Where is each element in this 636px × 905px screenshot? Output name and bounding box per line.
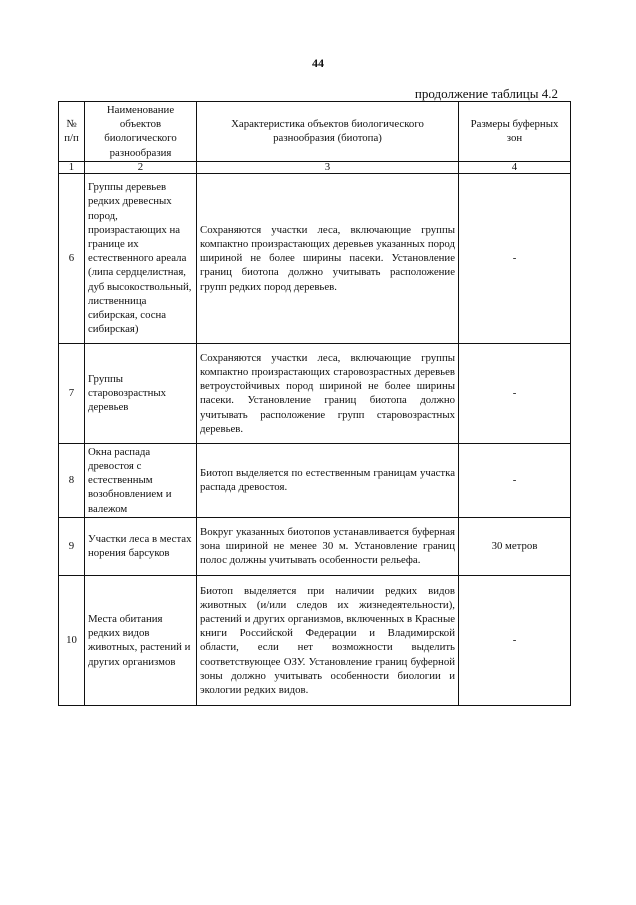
header-characteristic: Характеристика объектов биологического разнообразия (биотопа) [197,102,459,162]
buffer-size: - [459,443,571,517]
table-row [59,343,571,443]
object-name: Группы деревьев редких древесных пород, произрастающих на границе их естественного ареала (липа сердцелистная, дуб высокоствольный, лиственница сибирская, сосна сибирская) [85,173,197,343]
object-name: Места обитания редких видов животных, растений и других организмов [85,575,197,705]
table-row [59,575,571,705]
header-buffer-size: Размеры буферных зон [459,102,571,162]
row-number: 10 [59,575,85,705]
object-name: Участки леса в местах норения барсуков [85,517,197,575]
header-number: № п/п [59,102,85,162]
column-index-row [59,161,571,173]
row-number: 9 [59,517,85,575]
object-characteristic: Биотоп выделяется по естественным границам участка распада древостоя. [197,443,459,517]
row-number: 6 [59,173,85,343]
biotope-table [58,101,571,706]
table-row [59,517,571,575]
object-name: Окна распада древостоя с естественным возобновлением и валежом [85,443,197,517]
row-number: 7 [59,343,85,443]
column-index: 1 [59,161,85,173]
object-characteristic: Вокруг указанных биотопов устанавливается буферная зона шириной не менее 30 м. Установление границ полос должны учитывать особенности рельефа. [197,517,459,575]
table-header-row [59,102,571,162]
buffer-size: - [459,575,571,705]
header-name: Наименование объектов биологического разнообразия [85,102,197,162]
object-characteristic: Биотоп выделяется при наличии редких видов животных (и/или следов их жизнедеятельности), растений и других организмов, включенных в Красные книги Российской Федерации и Владимирской области, если нет возможности выделить соответствующее ОЗУ. Установление границ буферной зоны должно учитывать особенности биологии и экологии редких видов. [197,575,459,705]
row-number: 8 [59,443,85,517]
column-index: 4 [459,161,571,173]
buffer-size: - [459,343,571,443]
buffer-size: - [459,173,571,343]
table-continuation-caption: продолжение таблицы 4.2 [414,86,558,101]
object-name: Группы старовозрастных деревьев [85,343,197,443]
buffer-size: 30 метров [459,517,571,575]
object-characteristic: Сохраняются участки леса, включающие группы компактно произрастающих старовозрастных деревьев ветроустойчивых пород шириной не более ширины пасеки. Установление границ биотопа должно учитывать расположение групп старовозрастных деревьев. [197,343,459,443]
table-row [59,173,571,343]
column-index: 2 [85,161,197,173]
column-index: 3 [197,161,459,173]
object-characteristic: Сохраняются участки леса, включающие группы компактно произрастающих деревьев указанных пород шириной не более ширины пасеки. Установление границ биотопа должно учитывать расположение групп редких пород деревьев. [197,173,459,343]
page-number: 44 [312,56,324,70]
table-row [59,443,571,517]
